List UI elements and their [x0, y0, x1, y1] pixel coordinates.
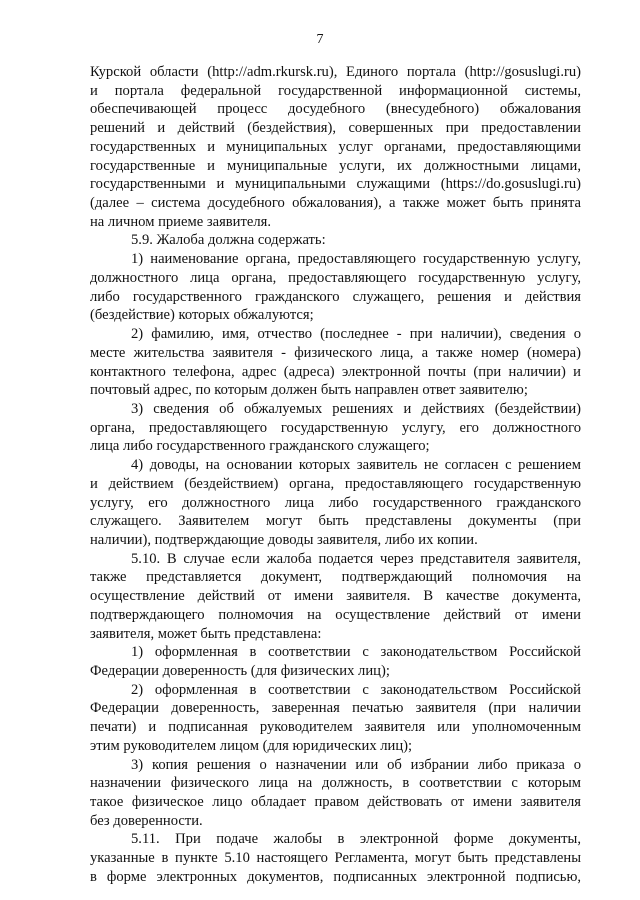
text-line: 1) оформленная в соответствии с законодательством Российской	[131, 644, 581, 661]
text-line: услугу, его должностного лица либо государственного гражданского	[90, 494, 581, 511]
text-line: почтовый адрес, по которым должен быть направлен ответ заявителю;	[90, 382, 528, 399]
text-line: служащего. Заявителем могут быть представлены документы (при	[90, 513, 581, 530]
text-line: органа, предоставляющего государственную услугу, его должностного	[90, 419, 581, 436]
text-line: государственных и муниципальных услуг органами, предоставляющими	[90, 138, 581, 155]
text-line: государственные и муниципальные услуги, их должностными лицами,	[90, 157, 581, 174]
text-line: обеспечивающей процесс досудебного (внесудебного) обжалования	[90, 101, 581, 118]
text-line: в форме электронных документов, подписанных электронной подписью,	[90, 868, 581, 885]
text-line: Курской области (http://adm.rkursk.ru), Единого портала (http://gosuslugi.ru)	[90, 64, 581, 80]
text-line: решений и действий (бездействия), совершенных при предоставлении	[90, 120, 581, 137]
text-line: месте жительства заявителя - физического лица, а также номер (номера)	[90, 344, 581, 361]
text-line: либо государственного гражданского служащего, решения и действия	[90, 288, 581, 305]
text-line: на личном приеме заявителя.	[90, 213, 271, 230]
text-line: 2) фамилию, имя, отчество (последнее - при наличии), сведения о	[131, 326, 581, 343]
text-line: этим руководителем лицом (для юридических лиц);	[90, 737, 413, 754]
text-line: лица либо государственного гражданского служащего;	[90, 438, 430, 455]
text-line: контактного телефона, адрес (адреса) электронной почты (при наличии) и	[90, 363, 581, 380]
text-line: указанные в пункте 5.10 настоящего Регламента, могут быть представлены	[90, 850, 581, 867]
text-line: Федерации доверенность (для физических лиц);	[90, 663, 390, 679]
text-line: также представляется документ, подтверждающий полномочия на	[90, 569, 581, 586]
text-line: без доверенности.	[90, 812, 203, 829]
text-line: назначении физического лица на должность, в соответствии с которым	[90, 775, 581, 792]
text-line: (бездействие) которых обжалуются;	[90, 307, 314, 324]
page-number: 7	[316, 32, 324, 47]
text-line: Федерации доверенность, заверенная печатью заявителя (при наличии	[90, 700, 581, 717]
text-line: 1) наименование органа, предоставляющего государственную услугу,	[131, 251, 581, 268]
text-line: 5.11. При подаче жалобы в электронной форме документы,	[131, 831, 581, 848]
text-line: 5.9. Жалоба должна содержать:	[131, 232, 326, 249]
text-line: 2) оформленная в соответствии с законодательством Российской	[131, 681, 581, 698]
text-line: заявителя, может быть представлена:	[90, 625, 322, 642]
text-line: 3) сведения об обжалуемых решениях и действиях (бездействии)	[131, 400, 581, 417]
text-line: должностного лица органа, предоставляющего государственную услугу,	[90, 269, 581, 286]
text-line: 4) доводы, на основании которых заявитель не согласен с решением	[131, 457, 581, 474]
text-line: такое физическое лицо обладает правом действовать от имени заявителя	[90, 794, 581, 811]
text-line: 5.10. В случае если жалоба подается через представителя заявителя,	[131, 550, 581, 567]
text-line: государственными и муниципальными служащими (https://do.gosuslugi.ru)	[90, 176, 581, 193]
text-line: и портала федеральной государственной информационной системы,	[90, 82, 581, 99]
text-line: подтверждающего полномочия на осуществление действий от имени	[90, 606, 581, 623]
text-line: печати) и подписанная руководителем заявителя или уполномоченным	[90, 719, 581, 736]
text-line: осуществление действий от имени заявителя. В качестве документа,	[90, 588, 581, 605]
text-line: (далее – система досудебного обжалования), а также может быть принята	[90, 195, 581, 212]
text-line: 3) копия решения о назначении или об избрании либо приказа о	[131, 756, 581, 773]
document-body	[90, 63, 581, 887]
text-line: и действием (бездействием) органа, предоставляющего государственную	[90, 475, 581, 492]
text-line: наличии), подтверждающие доводы заявителя, либо их копии.	[90, 531, 478, 548]
